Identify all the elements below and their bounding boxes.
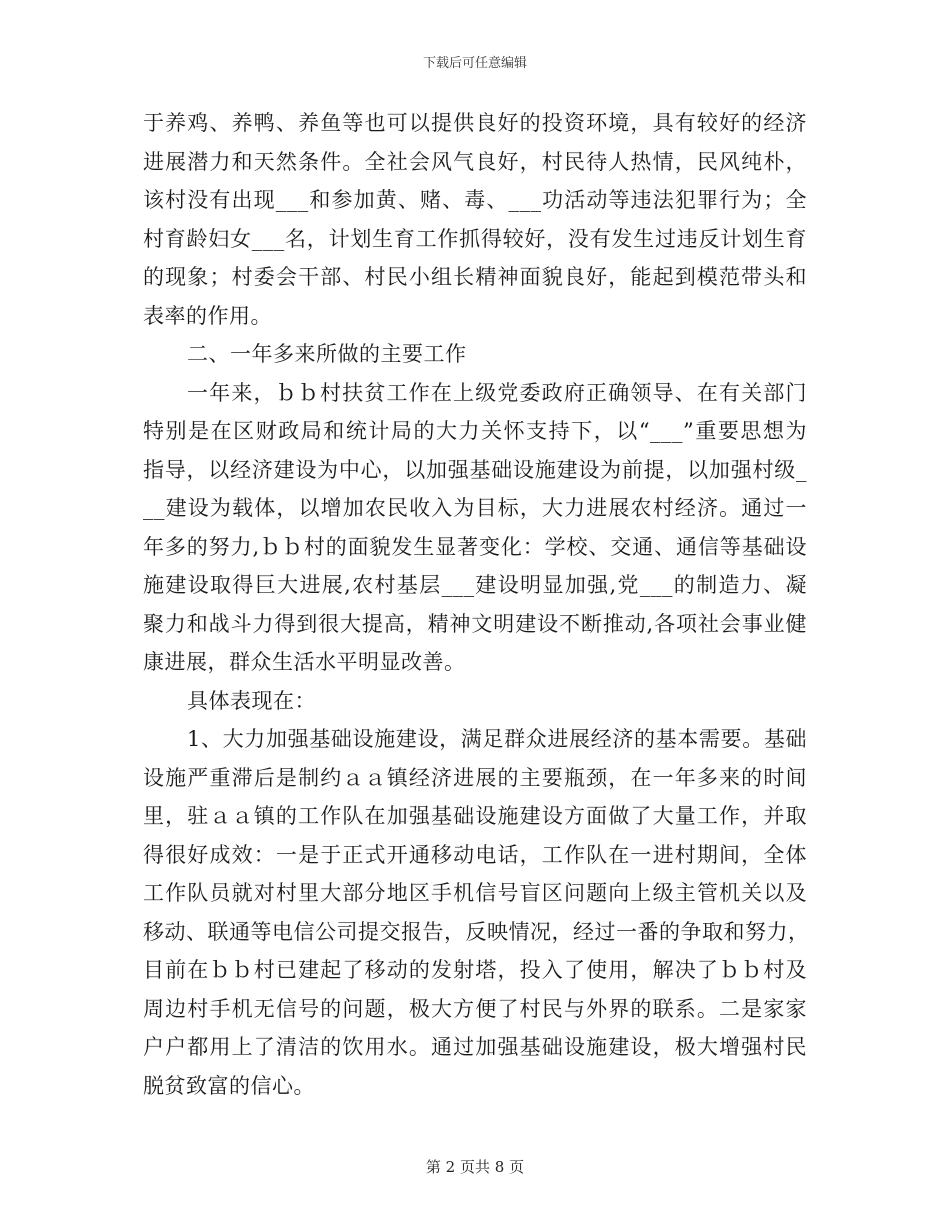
text-line: 康进展，群众生活水平明显改善。 [143, 650, 466, 674]
subheading: 具体表现在： [187, 688, 316, 713]
text-line: 1、大力加强基础设施建设，满足群众进展经济的基本需要。基础 [187, 727, 807, 751]
text-line: 该村没有出现___和参加黄、赌、毒、___功活动等违法犯罪行为；全 [143, 188, 807, 212]
text-line: 的现象；村委会干部、村民小组长精神面貌良好，能起到模范带头和 [143, 265, 807, 289]
text-line: 周边村手机无信号的问题，极大方便了村民与外界的联系。二是家家 [143, 996, 807, 1021]
text-line: __建设为载体，以增加农民收入为目标，大力进展农村经济。通过一 [143, 496, 807, 520]
text-line: 村育龄妇女___名，计划生育工作抓得较好，没有发生过违反计划生育 [143, 226, 807, 251]
document-body [143, 104, 810, 1105]
text-line: 里，驻ａａ镇的工作队在加强基础设施建设方面做了大量工作，并取 [143, 804, 807, 828]
text-line: 得很好成效：一是于正式开通移动电话，工作队在一进村期间，全体 [143, 842, 807, 867]
text-line: 脱贫致富的信心。 [143, 1073, 315, 1098]
text-line: 户户都用上了清洁的饮用水。通过加强基础设施建设，极大增强村民 [143, 1035, 807, 1059]
text-line: 特别是在区财政局和统计局的大力关怀支持下，以“___”重要思想为 [143, 419, 807, 443]
text-line: 设施严重滞后是制约ａａ镇经济进展的主要瓶颈，在一年多来的时间 [143, 765, 807, 790]
text-line: 一年来，ｂｂ村扶贫工作在上级党委政府正确领导、在有关部门 [187, 380, 807, 405]
text-line: 施建设取得巨大进展,农村基层___建设明显加强,党___的制造力、凝 [143, 573, 807, 597]
text-line: 目前在ｂｂ村已建起了移动的发射塔，投入了使用，解决了ｂｂ村及 [143, 958, 807, 982]
section-heading: 二、一年多来所做的主要工作 [187, 342, 467, 366]
page-number-footer: 第 2 页共 8 页 [425, 1158, 525, 1176]
text-line: 工作队员就对村里大部分地区手机信号盲区问题向上级主管机关以及 [143, 881, 807, 905]
text-line: 指导，以经济建设为中心，以加强基础设施建设为前提，以加强村级_ [143, 457, 807, 482]
text-line: 进展潜力和天然条件。全社会风气良好，村民待人热情，民风纯朴， [143, 149, 807, 174]
text-line: 聚力和战斗力得到很大提高，精神文明建设不断推动,各项社会事业健 [143, 611, 807, 636]
text-line: 年多的努力,ｂｂ村的面貌发生显著变化：学校、交通、通信等基础设 [143, 534, 807, 559]
text-line: 表率的作用。 [143, 303, 272, 328]
text-line: 移动、联通等电信公司提交报告，反映情况，经过一番的争取和努力， [143, 919, 810, 944]
text-line: 于养鸡、养鸭、养鱼等也可以提供良好的投资环境，具有较好的经济 [143, 111, 807, 135]
page-header: 下载后可任意编辑 [422, 56, 527, 71]
